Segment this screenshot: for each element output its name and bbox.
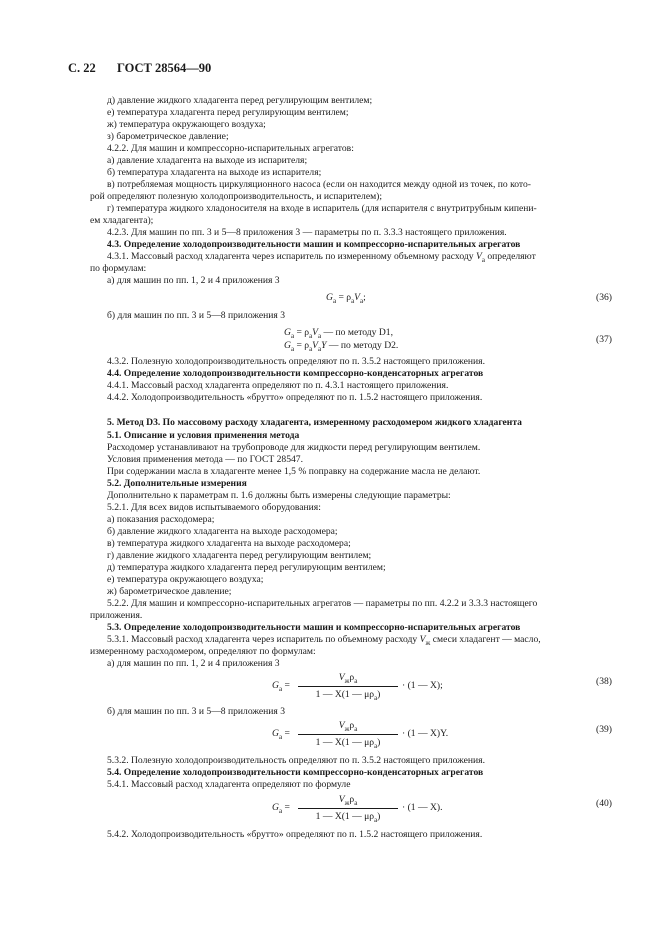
text-line: 5.4.1. Массовый расход хладагента определяют по формуле — [107, 779, 351, 790]
formula-40-denominator: 1 — X(1 — $\mu\rho_a$) — [315, 811, 381, 824]
text-line: а) для машин по пп. 1, 2 и 4 приложения 3 — [107, 658, 280, 669]
text-line: д) температура жидкого хладагента перед регулирующим вентилем; — [107, 562, 386, 573]
text-line: приложения. — [90, 610, 143, 621]
text-line: д) давление жидкого хладагента перед регулирующим вентилем; — [107, 95, 373, 106]
formula-38-lhs: $G_a$ = — [272, 680, 290, 693]
formula-40-tail: · (1 — X). — [402, 802, 443, 813]
formula-37-line2: $G_a = \rho_aV_aY$ — по методу D2. — [284, 340, 399, 353]
page-number: С. 22 — [68, 61, 96, 75]
formula-39-lhs: $G_a$ = — [272, 728, 290, 741]
text-line: б) для машин по пп. 3 и 5—8 приложения 3 — [107, 310, 286, 321]
text-line: 4.4.2. Холодопроизводительность «брутто» определяют по п. 1.5.2 настоящего приложения. — [107, 392, 483, 403]
text-line: рой определяют полезную холодопроизводительность, и испарителем); — [90, 191, 383, 202]
text-line: в) потребляемая мощность циркуляционного насоса (если он находится между одной из точек, по кото- — [107, 179, 531, 190]
fraction-bar — [298, 808, 398, 809]
text-line: 5.3.1. Массовый расход хладагента через испаритель по объемному расходу $V_ж$ смеси хладагент — масло, — [107, 634, 541, 647]
text-line: а) для машин по пп. 1, 2 и 4 приложения 3 — [107, 275, 280, 286]
text-line: а) показания расходомера; — [107, 514, 215, 525]
text-line: б) температура хладагента на выходе из испарителя; — [107, 167, 322, 178]
formula-37-line1: $G_a = \rho_aV_a$ — по методу D1, — [284, 327, 393, 340]
text-line: а) давление хладагента на выходе из испарителя; — [107, 155, 308, 166]
text-line: е) температура окружающего воздуха; — [107, 574, 264, 585]
section-heading: 5.1. Описание и условия применения метода — [107, 430, 300, 441]
text-line: 4.3.2. Полезную холодопроизводительность определяют по п. 3.5.2 настоящего приложения. — [107, 356, 485, 367]
text-line: ж) барометрическое давление; — [107, 586, 232, 597]
text-line: При содержании масла в хладагенте менее 1,5 % поправку на содержание масла не делают. — [107, 466, 481, 477]
formula-38-tail: · (1 — X); — [402, 680, 443, 691]
equation-number: (38) — [596, 676, 612, 687]
text-line: 5.3.2. Полезную холодопроизводительность определяют по п. 3.5.2 настоящего приложения. — [107, 755, 485, 766]
text-line: б) давление жидкого хладагента на выходе расходомера; — [107, 526, 338, 537]
section-heading: 4.3. Определение холодопроизводительности машин и компрессорно-испарительных агрегатов — [107, 239, 521, 250]
section-heading: 4.4. Определение холодопроизводительности компрессорно-конденсаторных агрегатов — [107, 368, 484, 379]
text-line: 4.2.2. Для машин и компрессорно-испарительных агрегатов: — [107, 143, 354, 154]
fraction-bar — [298, 734, 398, 735]
formula-38-numerator: $V_ж\rho_a$ — [338, 672, 358, 685]
section-heading: 5. Метод D3. По массовому расходу хладагента, измеренному расходомером жидкого хладагента — [107, 417, 522, 428]
text-line: Дополнительно к параметрам п. 1.6 должны быть измерены следующие параметры: — [107, 490, 451, 501]
text-line: г) давление жидкого хладагента перед регулирующим вентилем; — [107, 550, 372, 561]
formula-39-numerator: $V_ж\rho_a$ — [338, 720, 358, 733]
text-line: 5.2.2. Для машин и компрессорно-испарительных агрегатов — параметры по пп. 4.2.2 и 3.3.3 настоящего — [107, 598, 538, 609]
text-line: 4.3.1. Массовый расход хладагента через испаритель по измеренному объемному расходу $V_a$ определяют — [107, 251, 536, 264]
text-line: 4.4.1. Массовый расход хладагента определяют по п. 4.3.1 настоящего приложения. — [107, 380, 449, 391]
section-heading: 5.3. Определение холодопроизводительности машин и компрессорно-испарительных агрегатов — [107, 622, 521, 633]
formula-40-lhs: $G_a$ = — [272, 802, 290, 815]
text-line: Расходомер устанавливают на трубопроводе для жидкости перед регулирующим вентилем. — [107, 442, 481, 453]
section-heading: 5.4. Определение холодопроизводительности компрессорно-конденсаторных агрегатов — [107, 767, 484, 778]
equation-number: (37) — [596, 334, 612, 345]
formula-39-tail: · (1 — X)Y. — [402, 728, 449, 739]
formula-40-numerator: $V_ж\rho_a$ — [338, 794, 358, 807]
text-line: 5.2.1. Для всех видов испытываемого оборудования: — [107, 502, 321, 513]
equation-number: (40) — [596, 798, 612, 809]
text-line: ж) температура окружающего воздуха; — [107, 119, 266, 130]
text-line: г) температура жидкого хладоносителя на входе в испаритель (для испарителя с внутритрубным кипени- — [107, 203, 537, 214]
formula-36: $G_a = \rho_aV_a$; — [326, 292, 366, 305]
standard-title: ГОСТ 28564—90 — [117, 61, 212, 75]
text-line: измеренному расходомером, определяют по формулам: — [90, 646, 316, 657]
equation-number: (36) — [596, 292, 612, 303]
fraction-bar — [298, 686, 398, 687]
formula-38-denominator: 1 — X(1 — $\mu\rho_a$) — [315, 689, 381, 702]
text-line: по формулам: — [90, 263, 147, 274]
text-line: в) температура жидкого хладагента на выходе расходомера; — [107, 538, 351, 549]
text-line: 4.2.3. Для машин по пп. 3 и 5—8 приложения 3 — параметры по п. 3.3.3 настоящего приложения. — [107, 227, 507, 238]
text-line: ем хладагента); — [90, 215, 154, 226]
text-line: 5.4.2. Холодопроизводительность «брутто» определяют по п. 1.5.2 настоящего приложения. — [107, 829, 483, 840]
text-line: е) температура хладагента перед регулирующим вентилем; — [107, 107, 349, 118]
text-line: б) для машин по пп. 3 и 5—8 приложения 3 — [107, 706, 286, 717]
text-line: Условия применения метода — по ГОСТ 28547. — [107, 454, 303, 465]
section-heading: 5.2. Дополнительные измерения — [107, 478, 247, 489]
equation-number: (39) — [596, 724, 612, 735]
text-line: з) барометрическое давление; — [107, 131, 229, 142]
formula-39-denominator: 1 — X(1 — $\mu\rho_a$) — [315, 737, 381, 750]
